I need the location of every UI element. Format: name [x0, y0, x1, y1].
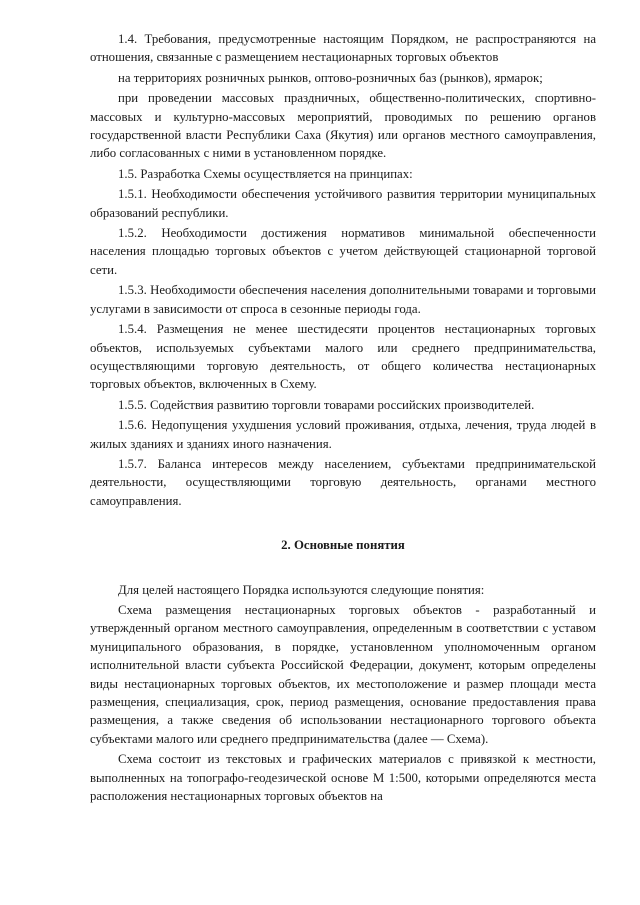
paragraph-1-5-3: 1.5.3. Необходимости обеспечения населения дополнительными товарами и торговыми услугами в зависимости от спроса в сезонные периоды года. [90, 283, 596, 316]
paragraph-1-5: 1.5. Разработка Схемы осуществляется на принципах: [118, 166, 413, 181]
paragraph-scheme-composition: Схема состоит из текстовых и графических материалов с привязкой к местности, выполненных на топографо-геодезической основе М 1:500, которыми определяются места расположения нестационарных торговых объектов на [90, 752, 596, 804]
paragraph-1-5-7: 1.5.7. Баланса интересов между населением, субъектами предпринимательской деятельности, осуществляющими торговую деятельность, органами местного самоуправления. [90, 456, 596, 508]
paragraph-markets: на территориях розничных рынков, оптово-розничных баз (рынков), ярмарок; [118, 70, 543, 85]
document-body [90, 30, 596, 807]
paragraph-1-5-1: 1.5.1. Необходимости обеспечения устойчивого развития территории муниципальных образований республики. [90, 187, 596, 220]
paragraph-1-5-6: 1.5.6. Недопущения ухудшения условий проживания, отдыха, лечения, труда людей в жилых зданиях и зданиях иного назначения. [90, 418, 596, 451]
paragraph-events: при проведении массовых праздничных, общественно-политических, спортивно-массовых и культурно-массовых мероприятий, проводимых по решению органов государственной власти Республики Саха (Якутия) или органов местного самоуправления, либо согласованных с ними в установленном порядке. [90, 91, 596, 161]
paragraph-definitions-intro: Для целей настоящего Порядка используются следующие понятия: [118, 582, 485, 597]
paragraph-scheme-definition: Схема размещения нестационарных торговых объектов - разработанный и утвержденный органом местного самоуправления, определенным в соответствии с уставом муниципального образования, в порядке, установленном уполномоченным органом исполнительной власти субъекта Российской Федерации, документ, которым определены виды нестационарных торговых объектов, их местоположение и размер площади места размещения, специализация, срок, период размещения, основание предоставления права размещения, а также сведения об использовании нестационарного торгового объекта субъектами малого или среднего предпринимательства (далее — Схема). [90, 602, 596, 746]
paragraph-1-5-4: 1.5.4. Размещения не менее шестидесяти процентов нестационарных торговых объектов, используемых субъектами малого или среднего предпринимательства, осуществляющими торговую деятельность, от общего количества нестационарных торговых объектов, включенных в Схему. [90, 322, 596, 392]
paragraph-1-5-5: 1.5.5. Содействия развитию торговли товарами российских производителей. [118, 397, 535, 412]
paragraph-1-4: 1.4. Требования, предусмотренные настоящим Порядком, не распространяются на отношения, связанные с размещением нестационарных торговых объектов [90, 32, 596, 65]
paragraph-1-5-2: 1.5.2. Необходимости достижения нормативов минимальной обеспеченности населения площадью торговых объектов с учетом действующей стационарной торговой сети. [90, 226, 596, 277]
section-heading: 2. Основные понятия [281, 538, 405, 553]
